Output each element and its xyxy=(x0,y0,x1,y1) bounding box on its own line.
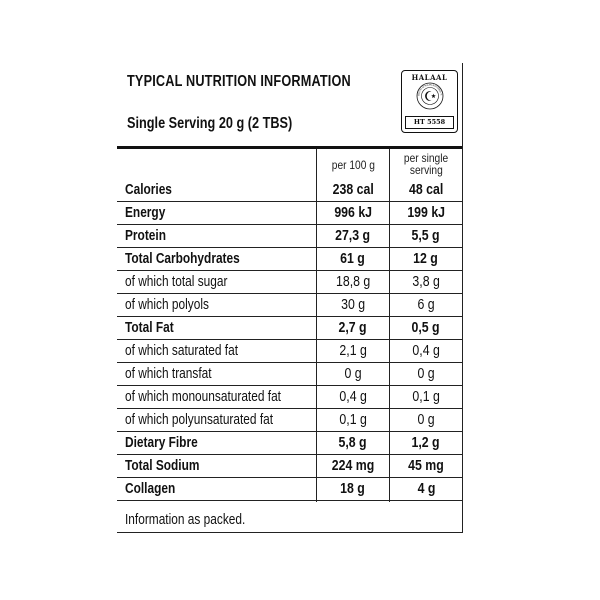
value-single-serving: 48 cal xyxy=(408,182,444,198)
value-single-serving: 12 g xyxy=(413,251,439,267)
table-row xyxy=(117,409,462,432)
table-row xyxy=(117,386,462,409)
value-per100: 30 g xyxy=(340,297,365,313)
value-per100: 18 g xyxy=(340,481,366,497)
nutrient-label: Calories xyxy=(125,182,172,198)
nutrient-label: of which monounsaturated fat xyxy=(125,389,281,405)
table-row xyxy=(117,271,462,294)
value-per100: 2,7 g xyxy=(338,320,368,336)
halaal-badge xyxy=(401,70,458,133)
value-single-serving: 1,2 g xyxy=(411,435,441,451)
nutrient-label: of which saturated fat xyxy=(125,343,239,359)
table-row xyxy=(117,202,462,225)
halaal-cert-number: HT 5558 xyxy=(405,116,454,129)
panel-title: TYPICAL NUTRITION INFORMATION xyxy=(127,73,351,90)
table-row xyxy=(117,432,462,455)
value-per100: 18,8 g xyxy=(335,274,371,290)
nutrient-label: Total Sodium xyxy=(125,458,200,474)
nutrient-label: of which transfat xyxy=(125,366,212,382)
table-row xyxy=(117,294,462,317)
svg-text:SOUTH AFRICAN NATIONAL HALAAL: SOUTH AFRICAN NATIONAL H xyxy=(417,83,443,97)
value-single-serving: 4 g xyxy=(417,481,435,497)
column-header-single: per single serving xyxy=(403,151,449,177)
nutrient-label: Protein xyxy=(125,228,166,244)
value-per100: 238 cal xyxy=(332,182,374,198)
table-row xyxy=(117,225,462,248)
nutrient-label: Collagen xyxy=(125,481,176,497)
value-per100: 996 kJ xyxy=(334,205,372,221)
value-single-serving: 0,4 g xyxy=(412,343,440,359)
value-per100: 27,3 g xyxy=(335,228,371,244)
nutrient-label: Dietary Fibre xyxy=(125,435,198,451)
serving-size: Single Serving 20 g (2 TBS) xyxy=(127,115,293,132)
column-divider-2 xyxy=(389,149,390,502)
table-row xyxy=(117,478,462,501)
value-single-serving: 45 mg xyxy=(408,458,444,474)
value-per100: 0,4 g xyxy=(339,389,367,405)
nutrition-panel xyxy=(117,63,463,533)
table-row xyxy=(117,340,462,363)
table-row xyxy=(117,248,462,271)
value-single-serving: 199 kJ xyxy=(407,205,445,221)
table-row xyxy=(117,317,462,340)
nutrient-label: of which polyols xyxy=(125,297,209,313)
value-per100: 224 mg xyxy=(331,458,375,474)
value-per100: 2,1 g xyxy=(339,343,367,359)
value-single-serving: 6 g xyxy=(417,297,435,313)
nutrient-label: Total Carbohydrates xyxy=(125,251,240,267)
table-row xyxy=(117,363,462,386)
value-per100: 0 g xyxy=(344,366,362,382)
table-row xyxy=(117,455,462,478)
value-single-serving: 0,5 g xyxy=(411,320,441,336)
value-single-serving: 3,8 g xyxy=(412,274,440,290)
crescent-star-icon xyxy=(416,82,444,110)
header-rule xyxy=(117,146,462,149)
nutrient-label: Total Fat xyxy=(125,320,174,336)
value-per100: 0,1 g xyxy=(339,412,367,428)
nutrient-label: of which total sugar xyxy=(125,274,228,290)
value-single-serving: 0 g xyxy=(417,366,435,382)
nutrient-label: of which polyunsaturated fat xyxy=(125,412,274,428)
footer-note: Information as packed. xyxy=(125,512,246,528)
column-header-per100: per 100 g xyxy=(331,158,375,172)
table-row xyxy=(117,179,462,202)
column-divider-1 xyxy=(316,149,317,502)
value-per100: 5,8 g xyxy=(338,435,368,451)
value-single-serving: 0 g xyxy=(417,412,435,428)
value-single-serving: 0,1 g xyxy=(412,389,440,405)
nutrient-label: Energy xyxy=(125,205,166,221)
value-single-serving: 5,5 g xyxy=(411,228,441,244)
halaal-badge-title: HALAAL xyxy=(411,73,448,82)
value-per100: 61 g xyxy=(340,251,366,267)
